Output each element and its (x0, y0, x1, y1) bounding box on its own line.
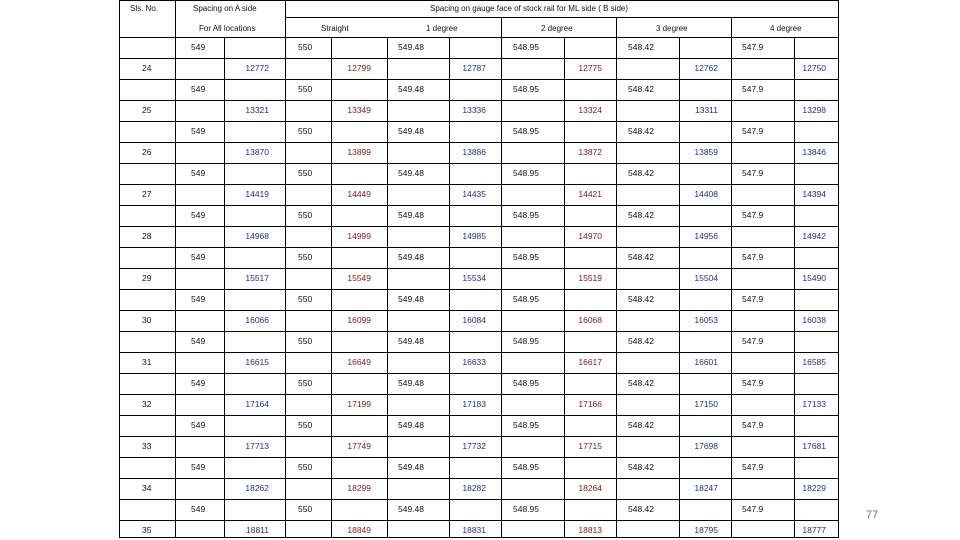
spacing-all-locations: 549 (191, 420, 206, 430)
spacing-1-degree: 549.48 (398, 126, 424, 136)
grid-hline (119, 520, 839, 521)
deg1-value: 16633 (462, 357, 486, 367)
grid-hline (119, 79, 839, 80)
header-straight: Straight (321, 24, 349, 33)
grid-hline (119, 289, 839, 290)
grid-vline (224, 37, 225, 538)
deg4-value: 16585 (802, 357, 826, 367)
deg3-value: 15504 (694, 273, 718, 283)
spacing-3-degree: 548.42 (628, 294, 654, 304)
spacing-1-degree: 549.48 (398, 378, 424, 388)
grid-hline (119, 247, 839, 248)
a-side-value: 15517 (245, 273, 269, 283)
spacing-straight: 550 (298, 84, 313, 94)
a-side-value: 14419 (245, 189, 269, 199)
page-number: 77 (866, 509, 879, 521)
spacing-straight: 550 (298, 210, 313, 220)
straight-value: 17199 (347, 399, 371, 409)
grid-hline (285, 17, 839, 18)
straight-value: 18299 (347, 483, 371, 493)
header-all-locations: For All locations (199, 24, 256, 33)
a-side-value: 17164 (245, 399, 269, 409)
spacing-straight: 550 (298, 42, 313, 52)
spacing-2-degree: 548.95 (513, 294, 539, 304)
deg2-value: 13324 (578, 105, 602, 115)
grid-hline (119, 310, 839, 311)
straight-value: 16649 (347, 357, 371, 367)
deg1-value: 13886 (462, 147, 486, 157)
deg2-value: 16068 (578, 315, 602, 325)
spacing-2-degree: 548.95 (513, 42, 539, 52)
grid-vline (564, 37, 565, 538)
spacing-4-degree: 547.9 (742, 126, 764, 136)
straight-value: 17749 (347, 441, 371, 451)
grid-hline (119, 205, 839, 206)
spacing-4-degree: 547.9 (742, 84, 764, 94)
spacing-2-degree: 548.95 (513, 378, 539, 388)
spacing-1-degree: 549.48 (398, 294, 424, 304)
deg2-value: 15519 (578, 273, 602, 283)
row-sl-no: 26 (142, 147, 152, 157)
deg4-value: 14394 (802, 189, 826, 199)
deg3-value: 16053 (694, 315, 718, 325)
deg3-value: 14956 (694, 231, 718, 241)
spacing-all-locations: 549 (191, 252, 206, 262)
straight-value: 14449 (347, 189, 371, 199)
header-b-side: Spacing on gauge face of stock rail for ML side ( B side) (430, 4, 629, 13)
straight-value: 14999 (347, 231, 371, 241)
spacing-all-locations: 549 (191, 462, 206, 472)
row-sl-no: 28 (142, 231, 152, 241)
spacing-1-degree: 549.48 (398, 462, 424, 472)
grid-hline (119, 478, 839, 479)
deg2-value: 12775 (578, 63, 602, 73)
grid-hline (119, 373, 839, 374)
a-side-value: 16066 (245, 315, 269, 325)
deg3-value: 17698 (694, 441, 718, 451)
spacing-2-degree: 548.95 (513, 504, 539, 514)
spacing-all-locations: 549 (191, 168, 206, 178)
header-a-side: Spacing on A side (193, 4, 257, 13)
deg3-value: 18247 (694, 483, 718, 493)
spacing-all-locations: 549 (191, 84, 206, 94)
deg3-value: 13311 (694, 105, 718, 115)
a-side-value: 17713 (245, 441, 269, 451)
header-4-degree: 4 degree (770, 24, 802, 33)
deg1-value: 17183 (462, 399, 486, 409)
grid-hline (119, 121, 839, 122)
grid-hline (119, 163, 839, 164)
deg4-value: 17681 (802, 441, 826, 451)
grid-hline (119, 100, 839, 101)
deg2-value: 17715 (578, 441, 602, 451)
spacing-4-degree: 547.9 (742, 378, 764, 388)
spacing-4-degree: 547.9 (742, 42, 764, 52)
spacing-4-degree: 547.9 (742, 168, 764, 178)
spacing-3-degree: 548.42 (628, 420, 654, 430)
deg3-value: 18795 (694, 525, 718, 535)
grid-hline (119, 37, 839, 38)
straight-value: 12799 (347, 63, 371, 73)
deg4-value: 14942 (802, 231, 826, 241)
row-sl-no: 25 (142, 105, 152, 115)
spacing-1-degree: 549.48 (398, 84, 424, 94)
spacing-all-locations: 549 (191, 210, 206, 220)
spacing-2-degree: 548.95 (513, 210, 539, 220)
deg4-value: 17133 (802, 399, 826, 409)
grid-vline (616, 17, 617, 538)
deg4-value: 13298 (802, 105, 826, 115)
deg2-value: 18264 (578, 483, 602, 493)
row-sl-no: 31 (142, 357, 152, 367)
spacing-straight: 550 (298, 336, 313, 346)
straight-value: 16099 (347, 315, 371, 325)
a-side-value: 16615 (245, 357, 269, 367)
spacing-straight: 550 (298, 294, 313, 304)
spacing-1-degree: 549.48 (398, 420, 424, 430)
deg3-value: 12762 (694, 63, 718, 73)
a-side-value: 18811 (245, 525, 269, 535)
spacing-straight: 550 (298, 168, 313, 178)
deg2-value: 13872 (578, 147, 602, 157)
row-sl-no: 29 (142, 273, 152, 283)
grid-vline (501, 17, 502, 538)
spacing-1-degree: 549.48 (398, 504, 424, 514)
row-sl-no: 32 (142, 399, 152, 409)
spacing-straight: 550 (298, 378, 313, 388)
row-sl-no: 30 (142, 315, 152, 325)
deg1-value: 14435 (462, 189, 486, 199)
spacing-3-degree: 548.42 (628, 168, 654, 178)
spacing-3-degree: 548.42 (628, 378, 654, 388)
grid-vline (449, 37, 450, 538)
grid-hline (119, 499, 839, 500)
spacing-2-degree: 548.95 (513, 462, 539, 472)
spacing-4-degree: 547.9 (742, 462, 764, 472)
a-side-value: 18262 (245, 483, 269, 493)
deg3-value: 16601 (694, 357, 718, 367)
spacing-straight: 550 (298, 462, 313, 472)
deg2-value: 14970 (578, 231, 602, 241)
spacing-3-degree: 548.42 (628, 42, 654, 52)
grid-vline (794, 37, 795, 538)
spacing-2-degree: 548.95 (513, 420, 539, 430)
deg1-value: 13336 (462, 105, 486, 115)
spacing-4-degree: 547.9 (742, 504, 764, 514)
straight-value: 13899 (347, 147, 371, 157)
deg3-value: 17150 (694, 399, 718, 409)
straight-value: 18849 (347, 525, 371, 535)
grid-hline (119, 415, 839, 416)
deg4-value: 15490 (802, 273, 826, 283)
spacing-2-degree: 548.95 (513, 126, 539, 136)
row-sl-no: 24 (142, 63, 152, 73)
spacing-straight: 550 (298, 126, 313, 136)
header-3-degree: 3 degree (656, 24, 688, 33)
header-2-degree: 2 degree (541, 24, 573, 33)
deg2-value: 18813 (578, 525, 602, 535)
deg4-value: 18229 (802, 483, 826, 493)
spacing-1-degree: 549.48 (398, 210, 424, 220)
spacing-3-degree: 548.42 (628, 462, 654, 472)
deg1-value: 18282 (462, 483, 486, 493)
header-sl-no: Sls. No. (130, 4, 159, 13)
header-1-degree: 1 degree (426, 24, 458, 33)
deg1-value: 17732 (462, 441, 486, 451)
deg3-value: 13859 (694, 147, 718, 157)
grid-vline (679, 37, 680, 538)
spacing-all-locations: 549 (191, 504, 206, 514)
row-sl-no: 34 (142, 483, 152, 493)
grid-hline (119, 436, 839, 437)
grid-hline (119, 58, 839, 59)
a-side-value: 12772 (245, 63, 269, 73)
spacing-all-locations: 549 (191, 378, 206, 388)
deg2-value: 14421 (578, 189, 602, 199)
spacing-all-locations: 549 (191, 126, 206, 136)
row-sl-no: 27 (142, 189, 152, 199)
a-side-value: 13870 (245, 147, 269, 157)
spacing-1-degree: 549.48 (398, 336, 424, 346)
spacing-2-degree: 548.95 (513, 168, 539, 178)
grid-hline (119, 142, 839, 143)
spacing-straight: 550 (298, 420, 313, 430)
straight-value: 15549 (347, 273, 371, 283)
deg2-value: 16617 (578, 357, 602, 367)
grid-vline (331, 37, 332, 538)
spacing-4-degree: 547.9 (742, 420, 764, 430)
spacing-4-degree: 547.9 (742, 294, 764, 304)
spacing-2-degree: 548.95 (513, 84, 539, 94)
spacing-1-degree: 549.48 (398, 252, 424, 262)
spacing-3-degree: 548.42 (628, 126, 654, 136)
grid-hline (119, 184, 839, 185)
deg2-value: 17166 (578, 399, 602, 409)
spacing-all-locations: 549 (191, 294, 206, 304)
grid-hline (119, 457, 839, 458)
grid-vline (731, 17, 732, 538)
grid-vline (387, 37, 388, 538)
grid-hline (119, 394, 839, 395)
spacing-2-degree: 548.95 (513, 336, 539, 346)
spacing-2-degree: 548.95 (513, 252, 539, 262)
deg4-value: 16038 (802, 315, 826, 325)
grid-hline (119, 226, 839, 227)
spacing-3-degree: 548.42 (628, 84, 654, 94)
row-sl-no: 33 (142, 441, 152, 451)
spacing-1-degree: 549.48 (398, 42, 424, 52)
spacing-3-degree: 548.42 (628, 336, 654, 346)
row-sl-no: 35 (142, 525, 152, 535)
deg3-value: 14408 (694, 189, 718, 199)
spacing-all-locations: 549 (191, 336, 206, 346)
deg1-value: 18831 (462, 525, 486, 535)
spacing-all-locations: 549 (191, 42, 206, 52)
deg1-value: 15534 (462, 273, 486, 283)
spacing-straight: 550 (298, 504, 313, 514)
grid-hline (119, 268, 839, 269)
spacing-straight: 550 (298, 252, 313, 262)
straight-value: 13349 (347, 105, 371, 115)
a-side-value: 14968 (245, 231, 269, 241)
grid-hline (119, 331, 839, 332)
deg1-value: 14985 (462, 231, 486, 241)
spacing-4-degree: 547.9 (742, 210, 764, 220)
deg1-value: 16084 (462, 315, 486, 325)
spacing-3-degree: 548.42 (628, 210, 654, 220)
a-side-value: 13321 (245, 105, 269, 115)
spacing-4-degree: 547.9 (742, 252, 764, 262)
spacing-3-degree: 548.42 (628, 504, 654, 514)
spacing-1-degree: 549.48 (398, 168, 424, 178)
spacing-4-degree: 547.9 (742, 336, 764, 346)
grid-hline (119, 352, 839, 353)
deg1-value: 12787 (462, 63, 486, 73)
deg4-value: 13846 (802, 147, 826, 157)
spacing-3-degree: 548.42 (628, 252, 654, 262)
deg4-value: 12750 (802, 63, 826, 73)
deg4-value: 18777 (802, 525, 826, 535)
